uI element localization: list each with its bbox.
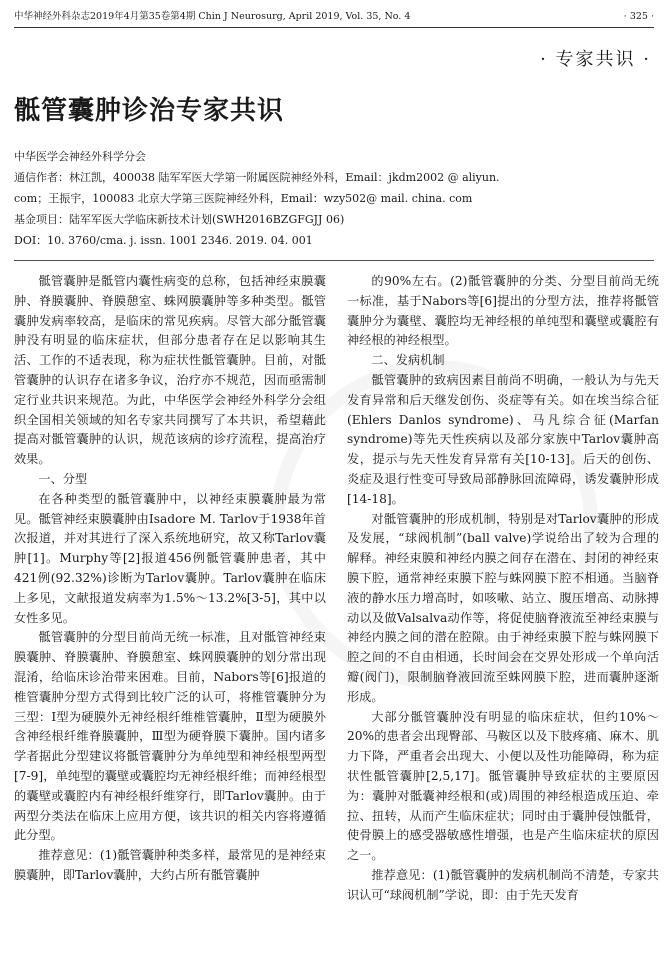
body-paragraph: 大部分骶管囊肿没有明显的临床症状，但约10%～20%的患者会出现臀部、马鞍区以及下肢疼痛、麻木、肌力下降，严重者会出现大、小便以及性功能障碍，称为症状性骶管囊肿[2,5,17]。骶管囊肿导致症状的主要原因为：囊肿对骶囊神经根和(或)周围的神经根造成压迫、牵拉、扭转，从而产生临床症状；同时由于囊肿侵蚀骶骨，使骨膜上的感受器敏感性增强，也是产生临床症状的原因之一。 <box>347 709 659 863</box>
intro-paragraph: 骶管囊肿是骶管内囊性病变的总称，包括神经束膜囊肿、脊膜囊肿、脊膜憩室、蛛网膜囊肿等多种类型。骶管囊肿发病率较高，是临床的常见疾病。尽管大部分骶管囊肿没有明显的临床症状，但部分患者存在足以影响其生活、工作的不适表现，称为症状性骶管囊肿。目前，对骶管囊肿的认识存在诸多争议，治疗亦不规范，因而亟需制定行业共识来规范。为此，中华医学会神经外科学分会组织全国相关领域的知名专家共同撰写了本共识，希望藉此提高对骶管囊肿的认识，规范该病的诊疗流程，提高治疗效果。 <box>14 274 326 467</box>
section-heading-classification: 一、分型 <box>38 471 88 486</box>
fund-line: 基金项目：陆军军医大学临床新技术计划(SWH2016BZGFGJJ 06) <box>14 213 345 226</box>
body-paragraph: 在各种类型的骶管囊肿中，以神经束膜囊肿最为常见。骶管神经束膜囊肿由Isadore M. Tarlov于1938年首次报道，并对其进行了深入系统地研究，故又称Tarlov囊肿[1]。Murphy等[2]报道456例骶管囊肿患者，其中421例(92.32%)诊断为Tarlov囊肿。Tarlov囊肿在临床上多见，文献报道发病率为1.5%～13.2%[3-5]，其中以女性多见。 <box>14 491 326 625</box>
left-column <box>14 272 326 886</box>
article-meta <box>14 146 659 251</box>
running-header <box>14 9 654 25</box>
correspondence-line-1: 通信作者：林江凯，400038 陆军军医大学第一附属医院神经外科，Email：jkdm2002 @ aliyun. <box>14 171 500 184</box>
body-paragraph: 骶管囊肿的致病因素目前尚不明确，一般认为与先天发育异常和后天继发创伤、炎症等有关。如在埃当综合征(Ehlers Danlos syndrome)、马凡综合征(Marfan syndrome)等先天性疾病以及部分家族中Tarlov囊肿高发，提示与先天性发育异常有关[10-13]。后天的创伤、炎症及退行性变可导致局部静脉回流障碍，诱发囊肿形成[14-18]。 <box>347 372 659 506</box>
body-paragraph: 的90%左右。(2)骶管囊肿的分类、分型目前尚无统一标准，基于Nabors等[6]提出的分型方法，推荐将骶管囊肿分为囊壁、囊腔均无神经根的单纯型和囊壁或囊腔有神经根的神经根型。 <box>347 274 659 348</box>
page-number: · 325 · <box>623 11 654 22</box>
header-rule <box>14 27 654 28</box>
article-title: 骶管囊肿诊治专家共识 <box>14 96 285 126</box>
correspondence-line-2: com；王振宇，100083 北京大学第三医院神经外科，Email：wzy502@ mail. china. com <box>14 192 473 205</box>
society-line: 中华医学会神经外科学分会 <box>14 150 146 163</box>
doi-line: DOI：10. 3760/cma. j. issn. 1001 2346. 2019. 04. 001 <box>14 234 313 247</box>
section-heading-pathogenesis: 二、发病机制 <box>371 353 445 368</box>
body-paragraph: 骶管囊肿的分型目前尚无统一标准，且对骶管神经束膜囊肿、脊膜囊肿、脊膜憩室、蛛网膜囊肿的划分常出现混淆，给临床诊治带来困难。目前，Nabors等[6]报道的椎管囊肿分型方式得到比较广泛的认可，将椎管囊肿分为三型：Ⅰ型为硬膜外无神经根纤维椎管囊肿，Ⅱ型为硬膜外含神经根纤维脊膜囊肿，Ⅲ型为硬脊膜下囊肿。国内诸多学者据此分型建议将骶管囊肿分为单纯型和神经根型两型[7-9]，单纯型的囊壁或囊腔均无神经根纤维；而神经根型的囊壁或囊腔内有神经根纤维穿行，即Tarlov囊肿。由于两型分类法在临床上应用方便，该共识的相关内容将遵循此分型。 <box>14 630 326 843</box>
right-column <box>347 272 659 906</box>
journal-citation: 中华神经外科杂志2019年4月第35卷第4期 Chin J Neurosurg, April 2019, Vol. 35, No. 4 <box>14 11 411 22</box>
body-paragraph: 对骶管囊肿的形成机制，特别是对Tarlov囊肿的形成及发展，“球阀机制”(ball valve)学说给出了较为合理的解释。神经束膜和神经内膜之间存在潜在、封闭的神经束膜下腔，通常神经束膜下腔与蛛网膜下腔不相通。当脑脊液的静水压力增高时，如咳嗽、站立、腹压增高、动脉搏动以及做Valsalva动作等，将促使脑脊液流至神经束膜与神经内膜之间的潜在腔隙。由于神经束膜下腔与蛛网膜下腔之间的不自由相通，长时间会在交界处形成一个单向活瓣(阀门)，限制脑脊液回流至蛛网膜下腔，进而囊肿逐渐形成。 <box>347 511 659 704</box>
recommendation-paragraph: 推荐意见：(1)骶管囊肿种类多样，最常见的是神经束膜囊肿，即Tarlov囊肿，大约占所有骶管囊肿 <box>14 848 326 882</box>
meta-rule <box>14 260 654 261</box>
recommendation-paragraph: 推荐意见：(1)骶管囊肿的发病机制尚不清楚，专家共识认可“球阀机制”学说，即：由于先天发育 <box>347 867 659 902</box>
section-tag: · 专家共识 · <box>540 49 651 70</box>
